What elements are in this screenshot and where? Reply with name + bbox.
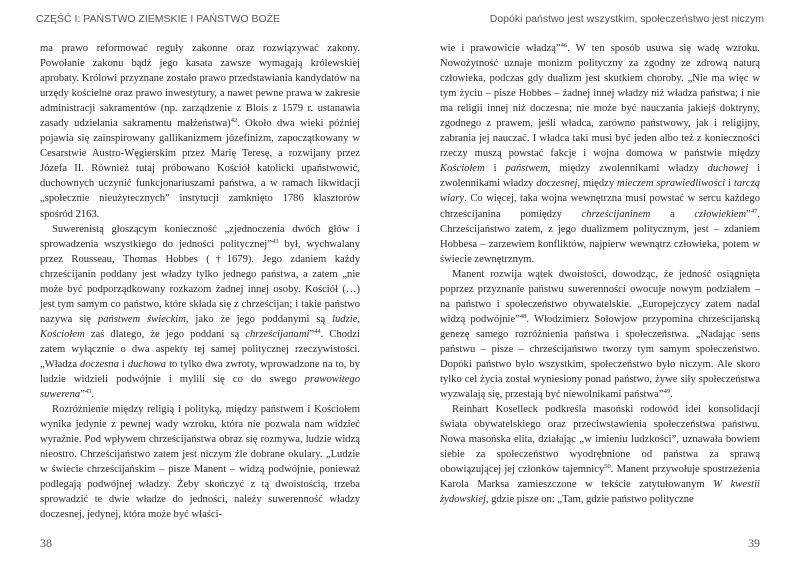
page-number-right: 39 — [748, 536, 760, 550]
page-number-left: 38 — [40, 536, 52, 550]
paragraph: Rozróżnienie między religią i polityką, między państwem i Kościołem wynika jedynie z pewnej wady wzroku, która nie pozwala nam widzieć wyraźnie. Pod wpływem chrześcijaństwa obraz się rozmywa, ludzie widzą nieostro. Chrześcijaństwo zatem jest niczym źle dobrane okulary. „Ludzie w świecie chrześcijańskim – pisze Manent – widzą podwójnie, ponieważ podlegają podwójnej władzy. Żeby skończyć z tą dwoistością, trzeba sprowadzić te dwie władze do jedności, należy suwerenność władzy doczesnej, jedynej, która może być właści- — [40, 404, 360, 521]
paragraph: wie i prawowicie władzą”$^{46}$. W ten sposób usuwa się wadę wzroku. Nowożytność uznaje monizm polityczny za zgodny ze zdrową naturą człowieka, podczas gdy dualizm jest skutkiem choroby. „Nie ma więc w tym życiu – pisze Hobbes – żadnej innej władzy niż władza państwa; i nie ma religii innej niż doczesna; nie może być nauczania jakiejś doktryny, zgodnego z prawem, jeśli władca, zarówno państwowy, jak i religijny, zabrania jej nauczać. I władca taki musi być jeden albo też z konieczności rzeczy muszą powstać fakcje i wojna domowa w państwie między Kościołem i państwem, między zwolennikami władzy duchowej i zwolennikami władzy doczesnej, między mieczem sprawiedliwości i tarczą wiary. Co więcej, taka wojna wewnętrzna musi powstać w sercu każdego chrześcijanina pomiędzy chrześcijaninem a człowiekiem”$^{47}$. Chrześcijaństwo zatem, z jego dualizmem politycznym, jest – zdaniem Hobbesa – zarzewiem konfliktów, najpierw wewnątrz człowieka, potem w świecie zewnętrznym. — [440, 42, 761, 265]
running-head-right: Dopóki państwo jest wszystkim, społeczeństwo jest niczym — [489, 13, 764, 25]
paragraph: Manent rozwija wątek dwoistości, dowodząc, że jedność osiągnięta poprzez przyznanie państwu suwerenności owocuje nowym podziałem – na państwo i społeczeństwo obywatelskie. „Europejczycy zatem nadal widzą podwójnie”$^{48}$. Włodzimierz Sołowjow przypomina chrześcijańską genezę samego rozróżnienia państwa i społeczeństwa. „Nadając sens państwu – pisze – chrześcijaństwo tworzy tym samym społeczeństwo. Dopóki państwo było wszystkim, społeczeństwo było niczym. Ale skoro tylko cel życia został wyniesiony ponad państwo, żywe siły społeczeństwa wyzwalają się, przestają być niewolnikami państwa”$^{49}$. — [440, 268, 760, 401]
paragraph: ma prawo reformować reguły zakonne oraz rozwiązywać zakony. Powołanie zakonu bądź jego kasata zawsze wymagają królewskiej aprobaty. Królowi przyznane zostało prawo przedstawiania kandydatów na urzędy kościelne oraz prawo inwestytury, a nawet pewne prawa w zakresie administracji sakramentów (np. zarządzenie z Blois z 1579 r. ustanawia zasady udzielania sakramentu małżeństwa)$^{42}$. Około dwa wieki później pojawia się zainspirowany gallikanizmem józefinizm, zapoczątkowany w Cesarstwie Austro-Węgierskim przez Marię Teresę, a rozwijany przez Józefa II. Również tutaj próbowano Kościół katolicki upaństwowić, duchownych uczynić funkcjonariuszami państwa, a w ramach likwidacji „społecznie nieużytecznych” instytucji zamknięto 1786 klasztorów spośród 2163. — [40, 43, 361, 220]
left-page-text — [40, 41, 360, 523]
paragraph: Suwerenistą głoszącym konieczność „zjednoczenia dwóch głów i sprowadzenia wszystkiego do jedności politycznej”$^{43}$ był, wychwalany przez Rousseau, Thomas Hobbes (†1679). Jego zdaniem każdy chrześcijanin poddany jest władzy tylko jednego państwa, a zatem „nie może być podporządkowany rozkazom żadnej innej osoby. Kościół (…) jest tym samym co państwo, które składa się z chrześcijan; i takie państwo nazywa się państwem świeckim, jako że jego poddanymi są ludzie, Kościołem zaś dlatego, że jego poddani są chrześcijanami”$^{44}$. Chodzi zatem wyłącznie o dwa aspekty tej samej politycznej rzeczywistości. „Władza doczesna i duchowa to tylko dwa zwroty, wprowadzone na to, by ludzie widzieli podwójnie i mylili się co do swego prawowitego suwerena”$^{45}$. — [40, 223, 360, 401]
running-head-left: CZĘŚĆ I: PAŃSTWO ZIEMSKIE I PAŃSTWO BOŻE — [36, 13, 281, 25]
paragraph: Reinhart Koselleck podkreśla masoński rodowód idei konsolidacji świata obywatelskiego oraz przeciwstawienia społeczeństwa państwu. Nowa masońska elita, działając „w imieniu ludzkości”, uznawała bowiem siebie za społeczeństwo wyodrębnione od państwa za sprawą obowiązującej jej członków tajemnicy$^{50}$. Manent przywołuje spostrzeżenia Karola Marksa zamieszczone w tekście zatytułowanym W kwestii żydowskiej, gdzie pisze on: „Tam, gdzie państwo polityczne — [440, 404, 761, 506]
right-page-text — [440, 41, 760, 507]
